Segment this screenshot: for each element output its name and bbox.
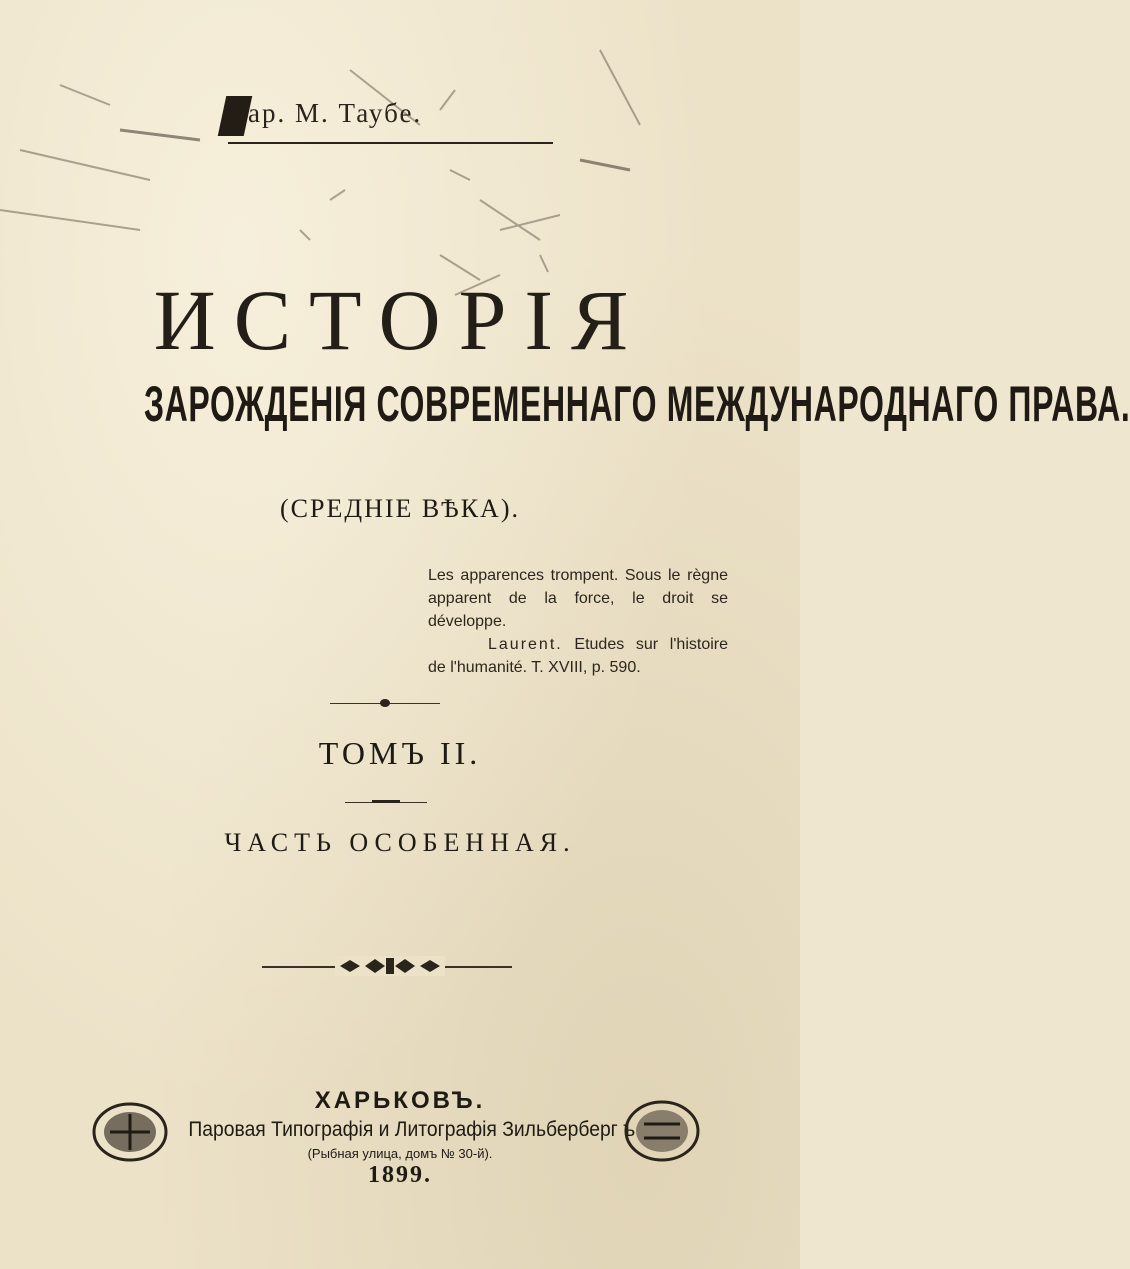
book-subtitle: ЗАРОЖДЕНІЯ СОВРЕМЕННАГО МЕЖДУНАРОДНАГО ПРАВА. [144,376,1130,432]
epigraph-text: Les apparences trompent. Sous le règne apparent de la force, le droit se développe. [428,567,728,630]
imprint-printer: Паровая Типографія и Литографія Зильберберг ъ [188,1118,636,1141]
part-label: ЧАСТЬ ОСОБЕННАЯ. [224,828,576,857]
stamp-underline [228,142,553,144]
imprint-city: ХАРЬКОВЪ. [314,1087,486,1114]
volume-label: ТОМЪ II. [318,735,482,771]
divider-dot [380,699,390,707]
ornament-icon [335,956,445,976]
imprint-year: 1899. [368,1162,432,1188]
divider-accent [372,800,400,803]
printer-seal-left-icon [90,1100,170,1164]
imprint-address: (Рыбная улица, домъ № 30-й). [307,1146,493,1161]
citation-text: Etudes sur l'histoire de l'humanité. T. XVIII, p. 590. [428,636,728,676]
book-title: ИСТОРІЯ [153,272,647,368]
epigraph-citation [428,633,728,679]
printer-seal-right-icon [622,1098,702,1164]
period-label: (СРЕДНІЕ ВѢКА). [280,494,520,523]
citation-author: Laurent. [488,636,563,653]
owner-stamp: ар. М. Таубе. [248,98,423,128]
epigraph [428,564,728,679]
